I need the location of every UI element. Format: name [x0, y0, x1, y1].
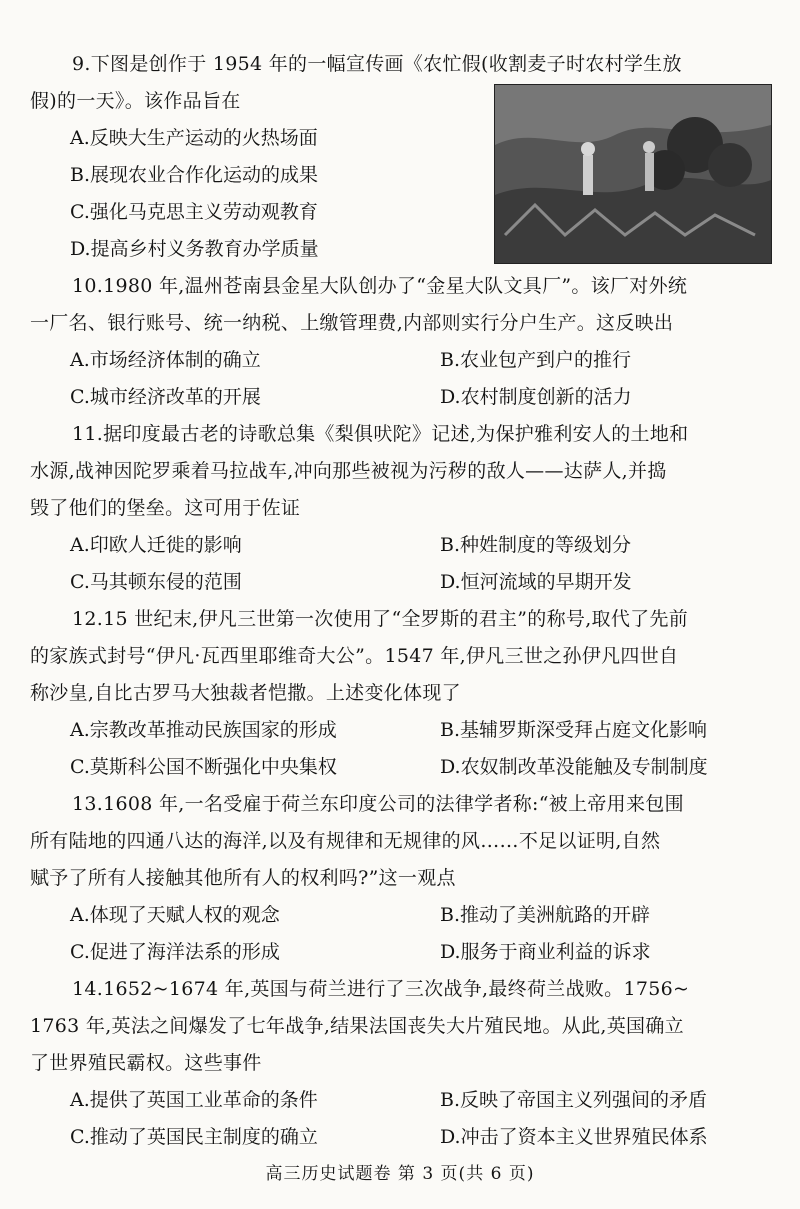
question-14-options	[70, 1082, 708, 1156]
question-9-options	[70, 120, 319, 268]
option-d: D.冲击了资本主义世界殖民体系	[440, 1126, 708, 1148]
question-13-stem	[30, 786, 772, 897]
question-12-options	[70, 712, 708, 786]
option-a: A.市场经济体制的确立	[70, 349, 261, 371]
option-a: A.印欧人迁徙的影响	[70, 534, 242, 556]
question-12-line-3: 称沙皇,自比古罗马大独裁者恺撒。上述变化体现了	[30, 682, 461, 704]
option-a: A.体现了天赋人权的观念	[70, 904, 280, 926]
option-a: A.宗教改革推动民族国家的形成	[70, 719, 337, 741]
option-b: B.基辅罗斯深受拜占庭文化影响	[440, 719, 708, 741]
question-10-options	[70, 342, 632, 416]
option-b: B.反映了帝国主义列强间的矛盾	[440, 1089, 708, 1111]
option-d: D.提高乡村义务教育办学质量	[70, 238, 319, 260]
option-c: C.城市经济改革的开展	[70, 386, 261, 408]
question-9-line-2: 假)的一天》。该作品旨在	[30, 90, 241, 112]
question-12-stem	[30, 601, 772, 712]
option-d: D.农奴制改革没能触及专制制度	[440, 756, 708, 778]
question-10-line-2: 一厂名、银行账号、统一纳税、上缴管理费,内部则实行分户生产。这反映出	[30, 312, 674, 334]
question-10-stem	[30, 268, 772, 342]
option-c: C.莫斯科公国不断强化中央集权	[70, 756, 337, 778]
option-a: A.提供了英国工业革命的条件	[70, 1089, 318, 1111]
question-11-line-3: 毁了他们的堡垒。这可用于佐证	[30, 497, 301, 519]
option-c: C.推动了英国民主制度的确立	[70, 1126, 318, 1148]
option-d: D.农村制度创新的活力	[440, 386, 632, 408]
option-b: B.种姓制度的等级划分	[440, 534, 632, 556]
option-b: B.农业包产到户的推行	[440, 349, 632, 371]
question-12-line-2: 的家族式封号“伊凡·瓦西里耶维奇大公”。1547 年,伊凡三世之孙伊凡四世自	[30, 645, 679, 667]
question-11-line-1: 11.据印度最古老的诗歌总集《梨俱吠陀》记述,为保护雅利安人的土地和	[72, 423, 689, 445]
propaganda-painting-image	[494, 84, 772, 264]
question-11-options	[70, 527, 632, 601]
page-footer: 高三历史试题卷 第 3 页(共 6 页)	[265, 1164, 535, 1184]
question-14-line-3: 了世界殖民霸权。这些事件	[30, 1052, 262, 1074]
option-c: C.促进了海洋法系的形成	[70, 941, 280, 963]
question-14-line-1: 14.1652~1674 年,英国与荷兰进行了三次战争,最终荷兰战败。1756~	[72, 978, 690, 1000]
option-b: B.推动了美洲航路的开辟	[440, 904, 651, 926]
question-9-line-1: 9.下图是创作于 1954 年的一幅宣传画《农忙假(收割麦子时农村学生放	[72, 53, 682, 75]
option-d: D.服务于商业利益的诉求	[440, 941, 651, 963]
option-b: B.展现农业合作化运动的成果	[70, 164, 319, 186]
question-14-line-2: 1763 年,英法之间爆发了七年战争,结果法国丧失大片殖民地。从此,英国确立	[30, 1015, 684, 1037]
question-13-line-1: 13.1608 年,一名受雇于荷兰东印度公司的法律学者称:“被上帝用来包围	[72, 793, 684, 815]
question-13-line-2: 所有陆地的四通八达的海洋,以及有规律和无规律的风……不足以证明,自然	[30, 830, 661, 852]
question-13-line-3: 赋予了所有人接触其他所有人的权利吗?”这一观点	[30, 867, 456, 889]
question-13-options	[70, 897, 651, 971]
option-c: C.马其顿东侵的范围	[70, 571, 242, 593]
question-12-line-1: 12.15 世纪末,伊凡三世第一次使用了“全罗斯的君主”的称号,取代了先前	[72, 608, 689, 630]
question-11-stem	[30, 416, 772, 527]
option-c: C.强化马克思主义劳动观教育	[70, 201, 318, 223]
option-a: A.反映大生产运动的火热场面	[70, 127, 318, 149]
question-10-line-1: 10.1980 年,温州苍南县金星大队创办了“金星大队文具厂”。该厂对外统	[72, 275, 688, 297]
question-11-line-2: 水源,战神因陀罗乘着马拉战车,冲向那些被视为污秽的敌人——达萨人,并捣	[30, 460, 667, 482]
option-d: D.恒河流域的早期开发	[440, 571, 632, 593]
question-14-stem	[30, 971, 772, 1082]
